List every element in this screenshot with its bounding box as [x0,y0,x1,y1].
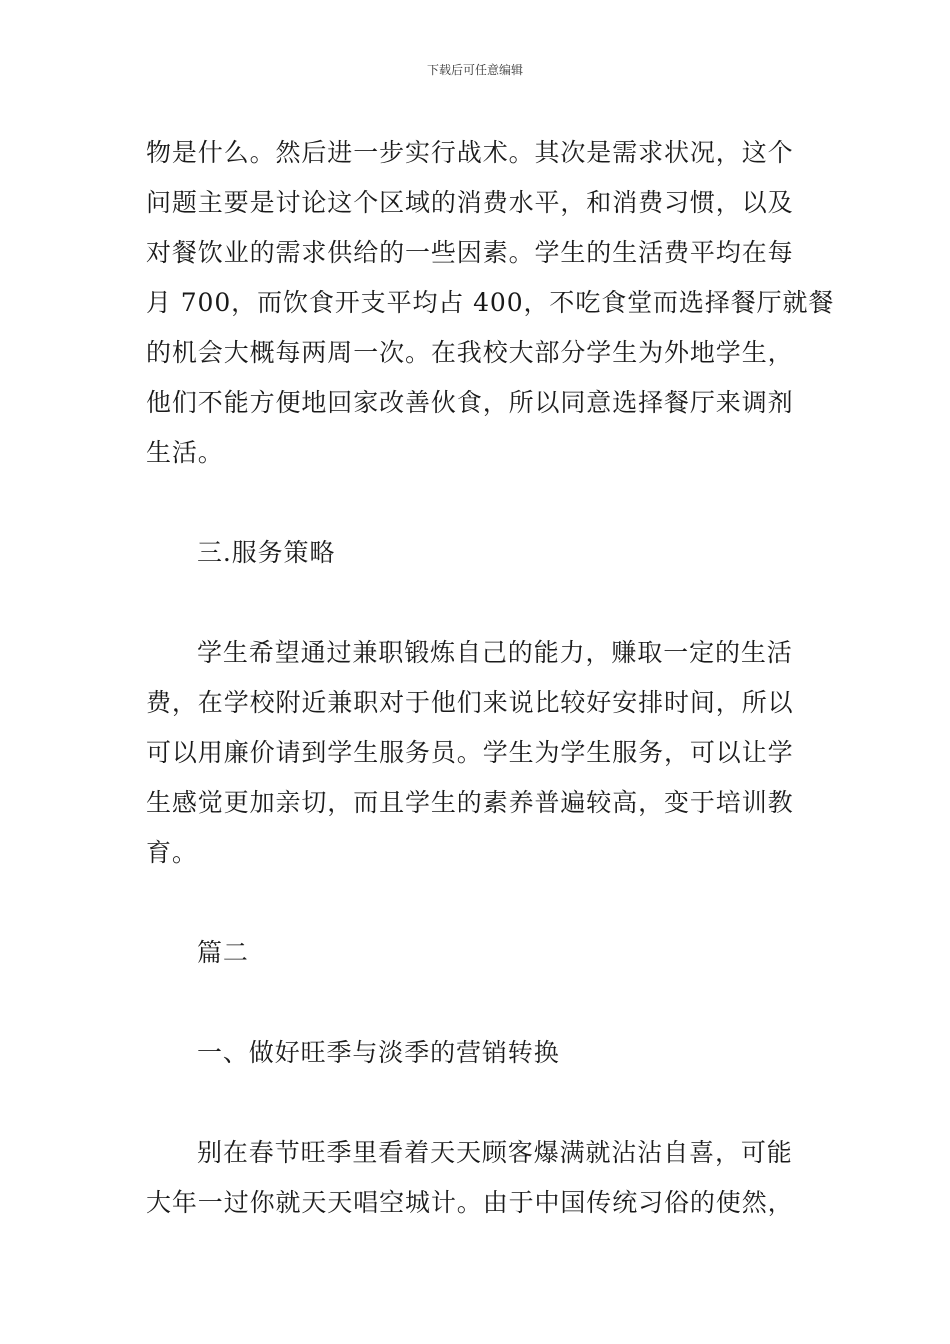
paragraph-student-staff [146,628,808,878]
text-line: 月 700，而饮食开支平均占 400，不吃食堂而选择餐厅就餐 [146,288,835,317]
paragraph-consumer-demand [146,128,835,478]
heading-text: 三.服务策略 [197,538,336,567]
text-line: 的机会大概每两周一次。在我校大部分学生为外地学生， [146,338,794,367]
text-line: 可以用廉价请到学生服务员。学生为学生服务，可以让学 [146,738,794,767]
text-line: 生活。 [146,438,224,467]
text-line: 他们不能方便地回家改善伙食，所以同意选择餐厅来调剂 [146,388,794,417]
text-line: 学生希望通过兼职锻炼自己的能力，赚取一定的生活 [197,638,793,667]
text-line: 费，在学校附近兼职对于他们来说比较好安排时间，所以 [146,688,794,717]
paragraph-spring-festival [146,1128,808,1228]
page-header: 下载后可任意编辑 [426,63,523,77]
section-heading-season-marketing [146,1028,808,1078]
text-line: 对餐饮业的需求供给的一些因素。学生的生活费平均在每 [146,238,794,267]
heading-text: 一、做好旺季与淡季的营销转换 [197,1038,560,1067]
text-line: 育。 [146,838,198,867]
text-line: 别在春节旺季里看着天天顾客爆满就沾沾自喜，可能 [197,1138,793,1167]
document-body [146,128,835,1228]
heading-text: 篇二 [197,938,249,967]
text-line: 生感觉更加亲切，而且学生的素养普遍较高，变于培训教 [146,788,794,817]
section-heading-service-strategy [146,528,808,578]
text-line: 大年一过你就天天唱空城计。由于中国传统习俗的使然， [146,1188,794,1217]
text-line: 物是什么。然后进一步实行战术。其次是需求状况，这个 [146,138,794,167]
text-line: 问题主要是讨论这个区域的消费水平，和消费习惯，以及 [146,188,794,217]
section-heading-part-two [146,928,808,978]
